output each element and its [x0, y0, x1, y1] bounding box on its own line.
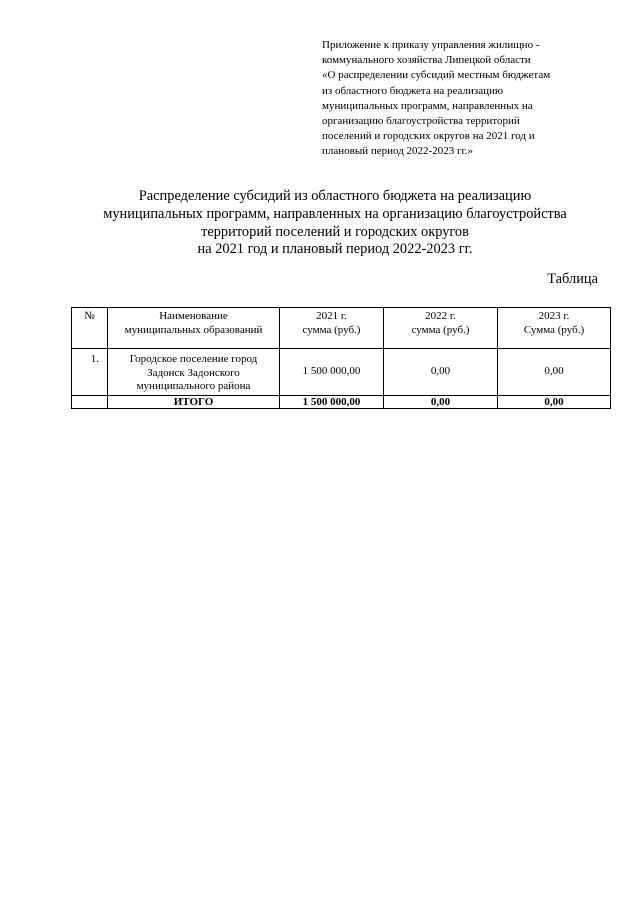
header-2023-year: 2023 г. — [538, 310, 570, 322]
appendix-line: поселений и городских округов на 2021 год и — [322, 130, 535, 143]
appendix-line: «О распределении субсидий местным бюджетам — [322, 69, 551, 82]
document-title — [40, 188, 630, 259]
total-2023-amount: 0,00 — [498, 396, 611, 409]
header-name-line: Наименование — [159, 310, 228, 322]
table-row — [72, 349, 611, 396]
subsidy-table — [71, 307, 611, 409]
title-line: муниципальных программ, направленных на организацию благоустройства — [103, 205, 567, 222]
header-name-line: муниципальных образований — [124, 323, 263, 336]
title-line: Распределение субсидий из областного бюджета на реализацию — [138, 188, 532, 204]
header-num: № — [72, 308, 108, 349]
row-name-line: Городское поселение город — [129, 353, 258, 365]
appendix-line: из областного бюджета на реализацию — [322, 84, 504, 97]
table-label: Таблица — [547, 271, 598, 287]
total-2022-amount: 0,00 — [384, 396, 498, 409]
header-2023 — [498, 308, 611, 349]
row-name — [108, 349, 280, 396]
header-2022 — [384, 308, 498, 349]
appendix-line: плановый период 2022-2023 гг.» — [322, 145, 473, 158]
header-name — [108, 308, 280, 349]
row-name-line: муниципального района — [136, 380, 251, 392]
row-name-line: Задонск Задонского — [147, 366, 240, 379]
total-label: ИТОГО — [108, 396, 280, 409]
total-num-empty — [72, 396, 108, 409]
row-2021-amount: 1 500 000,00 — [280, 349, 384, 396]
header-2021-year: 2021 г. — [316, 310, 347, 322]
header-2021-unit: сумма (руб.) — [302, 323, 361, 336]
header-2023-unit: Сумма (руб.) — [523, 323, 585, 336]
appendix-line: организацию благоустройства территорий — [322, 115, 520, 128]
total-2021-amount: 1 500 000,00 — [280, 396, 384, 409]
table-header-row — [72, 308, 611, 349]
title-line: на 2021 год и плановый период 2022-2023 гг. — [197, 241, 473, 258]
row-num: 1. — [72, 349, 108, 396]
title-line: территорий поселений и городских округов — [201, 223, 469, 240]
row-2023-amount: 0,00 — [498, 349, 611, 396]
appendix-note — [322, 38, 612, 160]
header-2022-unit: сумма (руб.) — [411, 323, 470, 336]
table-total-row — [72, 396, 611, 409]
appendix-line: коммунального хозяйства Липецкой области — [322, 54, 531, 67]
appendix-line: Приложение к приказу управления жилищно - — [322, 39, 540, 51]
row-2022-amount: 0,00 — [384, 349, 498, 396]
appendix-line: муниципальных программ, направленных на — [322, 99, 533, 112]
header-2022-year: 2022 г. — [425, 310, 456, 322]
header-2021 — [280, 308, 384, 349]
